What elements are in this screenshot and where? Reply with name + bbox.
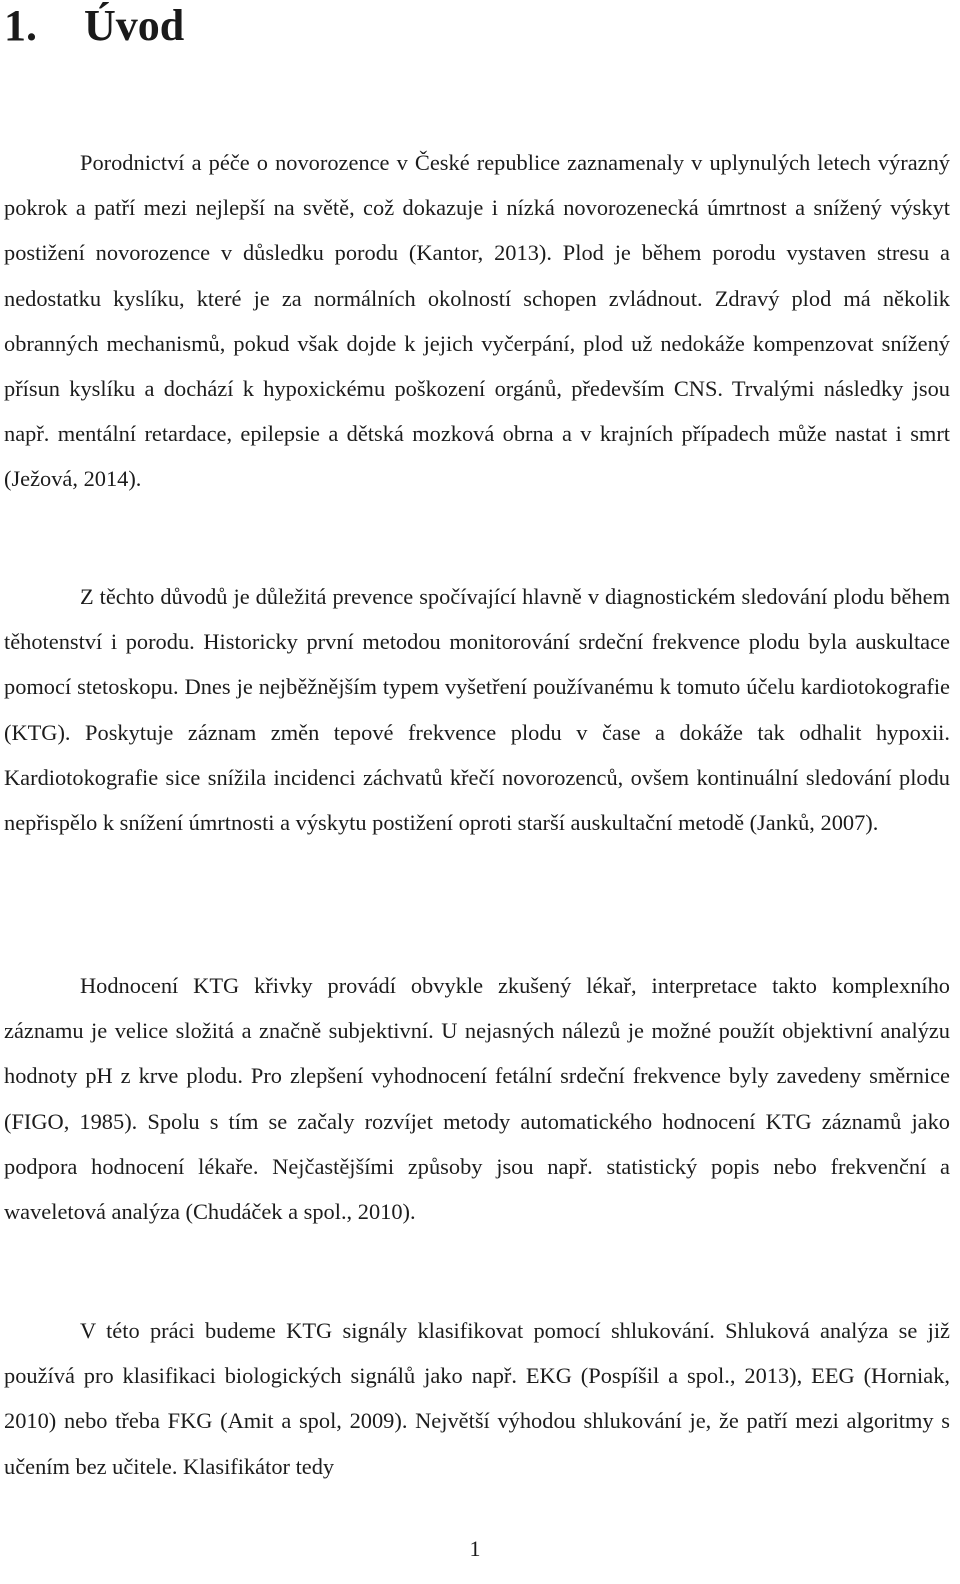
paragraph-2: Z těchto důvodů je důležitá prevence spočívající hlavně v diagnostickém sledování plodu během těhotenství i porodu. Historicky první metodou monitorování srdeční frekvence plodu byla auskultace pomocí stetoskopu. Dnes je nejběžnějším typem vyšetření používanému k tomuto účelu kardiotokografie (KTG). Poskytuje záznam změn tepové frekvence plodu v čase a dokáže tak odhalit hypoxii. Kardiotokografie sice snížila incidenci záchvatů křečí novorozenců, ovšem kontinuální sledování plodu nepřispělo k snížení úmrtnosti a výskytu postižení oproti starší auskultační metodě (Janků, 2007). — [4, 584, 950, 836]
section-heading — [4, 1, 185, 50]
paragraph-1: Porodnictví a péče o novorozence v České republice zaznamenaly v uplynulých letech výrazný pokrok a patří mezi nejlepší na světě, což dokazuje i nízká novorozenecká úmrtnost a snížený výskyt postižení novorozence v důsledku porodu (Kantor, 2013). Plod je během porodu vystaven stresu a nedostatku kyslíku, které je za normálních okolností schopen zvládnout. Zdravý plod má několik obranných mechanismů, pokud však dojde k jejich vyčerpání, plod už nedokáže kompenzovat snížený přísun kyslíku a dochází k hypoxickému poškození orgánů, především CNS. Trvalými následky jsou např. mentální retardace, epilepsie a dětská mozková obrna a v krajních případech může nastat i smrt (Ježová, 2014). — [4, 150, 950, 492]
page-number: 1 — [469, 1536, 481, 1561]
paragraph-4: V této práci budeme KTG signály klasifikovat pomocí shlukování. Shluková analýza se již používá pro klasifikaci biologických signálů jako např. EKG (Pospíšil a spol., 2013), EEG (Horniak, 2010) nebo třeba FKG (Amit a spol, 2009). Největší výhodou shlukování je, že patří mezi algoritmy s učením bez učitele. Klasifikátor tedy — [4, 1318, 950, 1479]
section-number: 1. — [4, 1, 37, 50]
paragraph-3: Hodnocení KTG křivky provádí obvykle zkušený lékař, interpretace takto komplexního záznamu je velice složitá a značně subjektivní. U nejasných nálezů je možné použít objektivní analýzu hodnoty pH z krve plodu. Pro zlepšení vyhodnocení fetální srdeční frekvence byly zavedeny směrnice (FIGO, 1985). Spolu s tím se začaly rozvíjet metody automatického hodnocení KTG záznamů jako podpora hodnocení lékaře. Nejčastějšími způsoby jsou např. statistický popis nebo frekvenční a waveletová analýza (Chudáček a spol., 2010). — [4, 973, 950, 1225]
section-title: Úvod — [84, 1, 185, 50]
